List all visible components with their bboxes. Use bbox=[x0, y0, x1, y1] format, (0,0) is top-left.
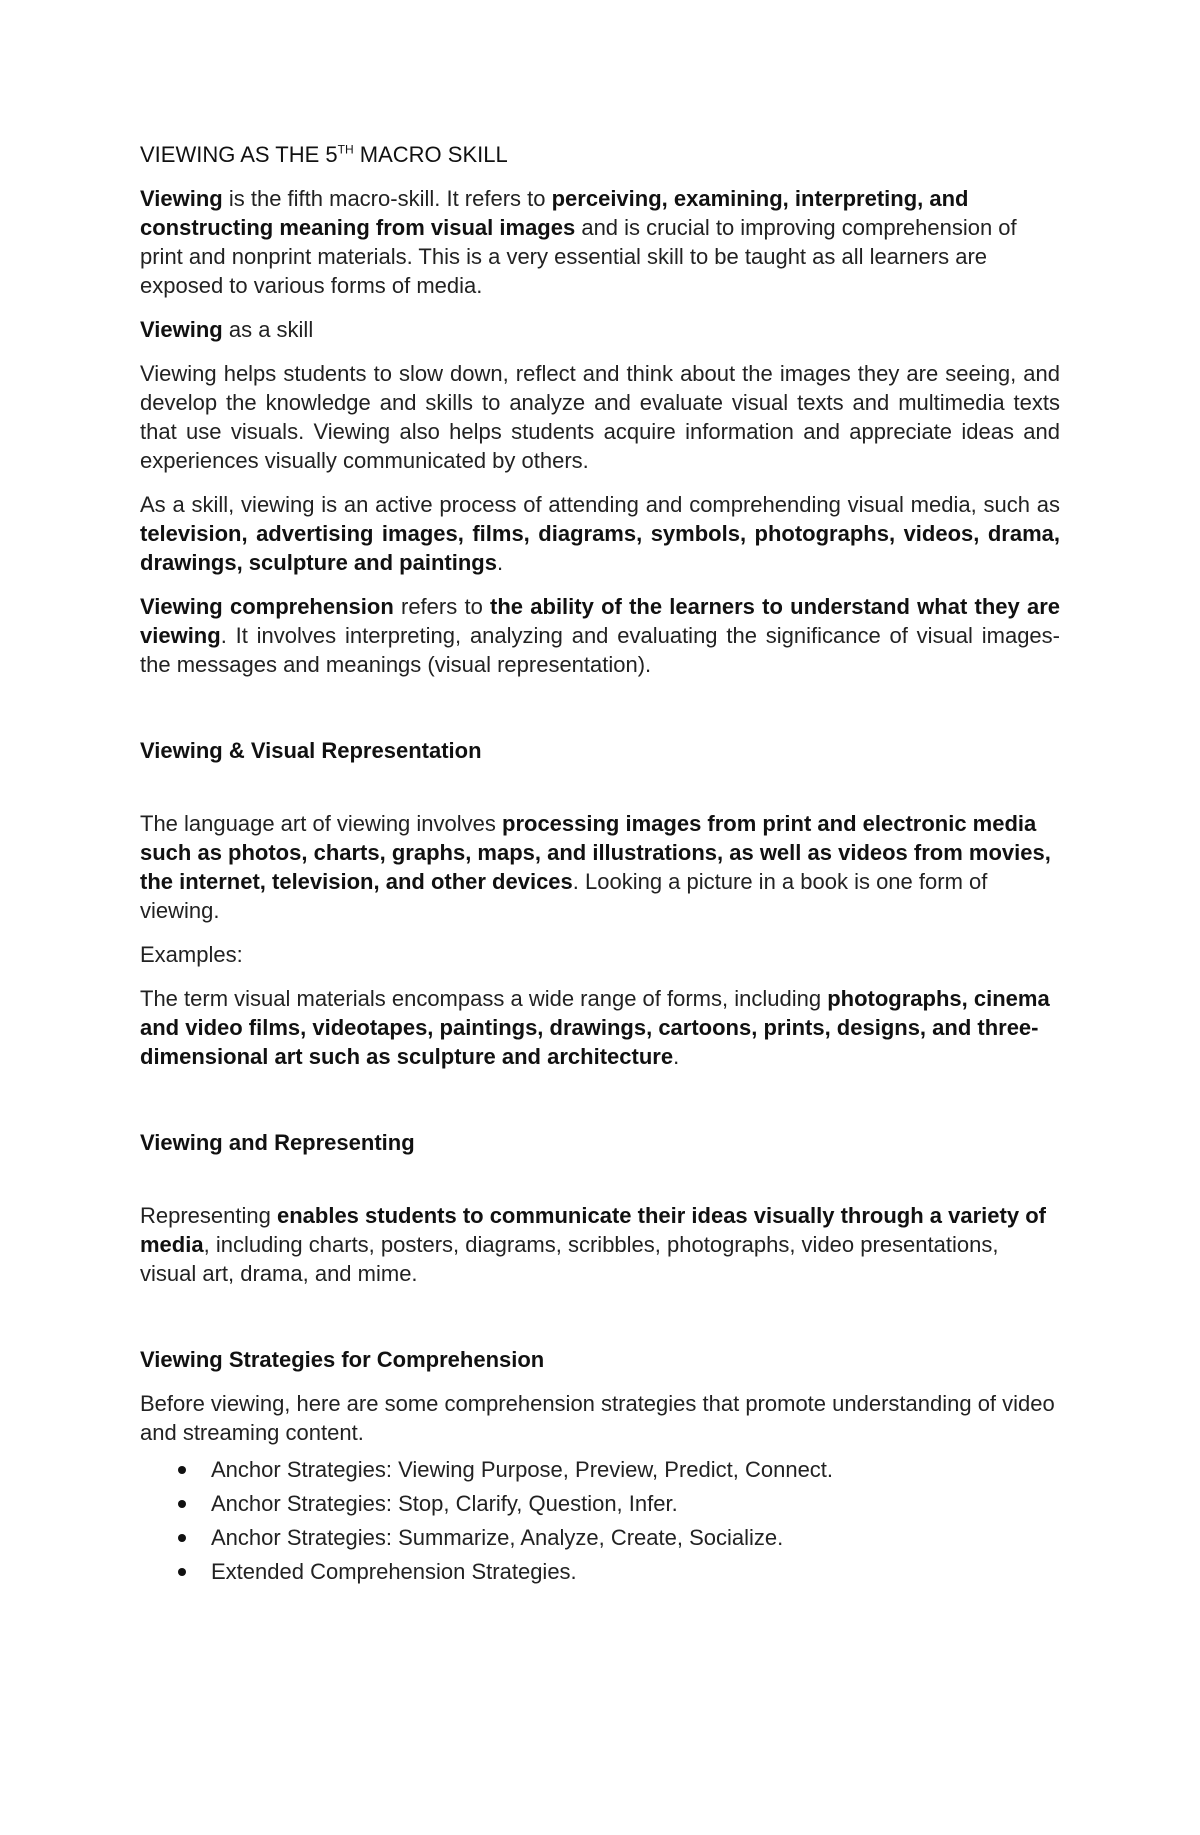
representing-heading: Viewing and Representing bbox=[140, 1130, 415, 1155]
intro-definition: perceiving, examining, interpreting, and constructing meaning from visual images bbox=[140, 186, 969, 240]
comprehension-definition: the ability of the learners to understand what they are viewing bbox=[140, 594, 1060, 648]
bullet-icon bbox=[178, 1568, 186, 1576]
representing-text-end: , including charts, posters, diagrams, scribbles, photographs, video presentations, visual art, drama, and mime. bbox=[140, 1232, 999, 1286]
list-item bbox=[140, 1555, 1060, 1589]
bullet-icon bbox=[178, 1500, 186, 1508]
visual-representation-paragraph bbox=[140, 809, 1060, 925]
list-item bbox=[140, 1521, 1060, 1555]
document-page bbox=[140, 140, 1060, 1589]
list-item-text: Anchor Strategies: Summarize, Analyze, Create, Socialize. bbox=[211, 1525, 784, 1550]
section-spacer bbox=[140, 1303, 1060, 1345]
intro-text: is the fifth macro-skill. It refers to bbox=[222, 186, 552, 211]
skill-media-text: As a skill, viewing is an active process of attending and comprehending visual media, such as bbox=[140, 492, 1060, 517]
visual-representation-heading: Viewing & Visual Representation bbox=[140, 738, 482, 763]
skill-media-list: television, advertising images, films, diagrams, symbols, photographs, videos, drama, drawings, sculpture and paintings bbox=[140, 521, 1060, 575]
bullet-icon bbox=[178, 1534, 186, 1542]
examples-label: Examples: bbox=[140, 942, 243, 967]
title-text-end: MACRO SKILL bbox=[353, 142, 508, 167]
list-item bbox=[140, 1487, 1060, 1521]
representing-text: Representing bbox=[140, 1203, 277, 1228]
intro-term: Viewing bbox=[140, 186, 223, 211]
skill-subheading-term: Viewing bbox=[140, 317, 223, 342]
visual-representation-media: processing images from print and electronic media such as photos, charts, graphs, maps, and illustrations, as well as videos from movies, the internet, television, and other devices bbox=[140, 811, 1051, 894]
examples-list: photographs, cinema and video films, videotapes, paintings, drawings, cartoons, prints, designs, and three-dimensional art such as sculpture and architecture bbox=[140, 986, 1050, 1069]
list-item bbox=[140, 1453, 1060, 1487]
bullet-icon bbox=[178, 1466, 186, 1474]
list-item-text: Anchor Strategies: Stop, Clarify, Question, Infer. bbox=[211, 1491, 678, 1516]
examples-text: The term visual materials encompass a wide range of forms, including bbox=[140, 986, 828, 1011]
list-item-text: Anchor Strategies: Viewing Purpose, Preview, Predict, Connect. bbox=[211, 1457, 834, 1482]
skill-media-paragraph bbox=[140, 490, 1060, 577]
title-superscript: TH bbox=[337, 142, 354, 157]
skill-subheading-text: as a skill bbox=[222, 317, 314, 342]
visual-representation-text-end: . Looking a picture in a book is one form of viewing. bbox=[140, 869, 988, 923]
comprehension-term: Viewing comprehension bbox=[140, 594, 394, 619]
title-text: VIEWING AS THE 5 bbox=[140, 142, 338, 167]
intro-text-end: and is crucial to improving comprehension of print and nonprint materials. This is a very essential skill to be taught as all learners are exposed to various forms of media. bbox=[140, 215, 1017, 298]
visual-representation-text: The language art of viewing involves bbox=[140, 811, 502, 836]
document-title bbox=[140, 140, 1060, 169]
representing-definition: enables students to communicate their ideas visually through a variety of media bbox=[140, 1203, 1046, 1257]
heading-spacer bbox=[140, 1157, 1060, 1201]
skill-subheading bbox=[140, 315, 1060, 344]
examples-paragraph bbox=[140, 984, 1060, 1071]
comprehension-text-end: . It involves interpreting, analyzing and evaluating the significance of visual images- the messages and meanings (visual representation). bbox=[140, 623, 1060, 677]
comprehension-paragraph bbox=[140, 592, 1060, 679]
section-spacer bbox=[140, 694, 1060, 736]
comprehension-text: refers to bbox=[393, 594, 491, 619]
skill-paragraph: Viewing helps students to slow down, reflect and think about the images they are seeing, and develop the knowledge and skills to analyze and evaluate visual texts and multimedia texts that use visuals. Viewing also helps students acquire information and appreciate ideas and experiences visually communicated by others. bbox=[140, 361, 1060, 473]
skill-media-text-end: . bbox=[496, 550, 504, 575]
heading-spacer bbox=[140, 765, 1060, 809]
examples-text-end: . bbox=[673, 1044, 680, 1069]
list-item-text: Extended Comprehension Strategies. bbox=[211, 1559, 577, 1584]
representing-paragraph bbox=[140, 1201, 1060, 1288]
intro-paragraph bbox=[140, 184, 1060, 300]
strategies-heading: Viewing Strategies for Comprehension bbox=[140, 1347, 545, 1372]
strategies-intro: Before viewing, here are some comprehension strategies that promote understanding of video and streaming content. bbox=[140, 1391, 1055, 1445]
strategies-list bbox=[140, 1453, 1060, 1589]
section-spacer bbox=[140, 1086, 1060, 1128]
